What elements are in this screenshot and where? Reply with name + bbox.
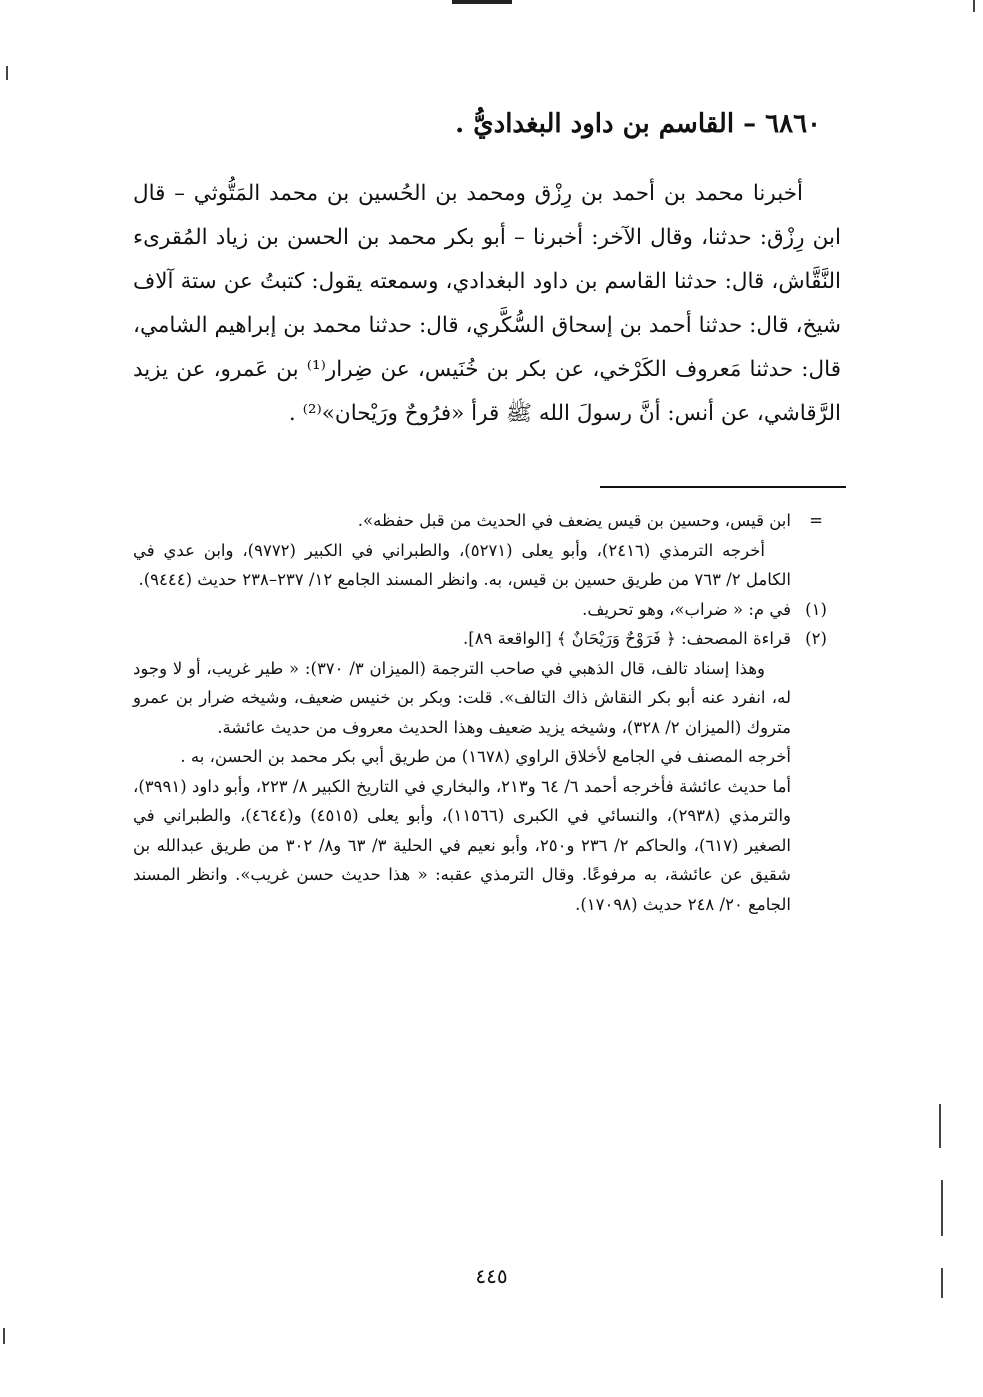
footnote-continuation	[133, 506, 841, 536]
footnote-2-paragraph	[133, 742, 841, 772]
footnote-1	[133, 595, 841, 625]
entry-title: ٦٨٦٠ – القاسم بن داود البغداديُّ .	[455, 109, 821, 139]
scan-edge-mark	[973, 0, 975, 12]
page-number: ٤٤٥	[475, 1264, 508, 1288]
footnote-text: ابن قيس، وحسين بن قيس يضعف في الحديث من قبل حفظه».	[357, 511, 791, 530]
continuation-mark: =	[809, 511, 823, 530]
footnote-text: في م: « ضراب»، وهو تحريف.	[582, 599, 791, 619]
footnote-text: قراءة المصحف: ﴿ فَرَوْحٌ وَرَيْحَانٌ ﴾ [الواقعة ٨٩].	[463, 629, 791, 648]
footnote-text: أما حديث عائشة فأخرجه أحمد ٦/ ٦٤ و٢١٣، والبخاري في التاريخ الكبير ٨/ ٢٢٣، وأبو داود (٣٩٩١)، والترمذي (٢٩٣٨)، والنسائي في الكبرى (١١٥٦٦)، وأبو يعلى (٤٥١٥) و(٤٦٤٤)، والطبراني في الصغير (٦١٧)، والحاكم ٢/ ٢٣٦ و٢٥٠، وأبو نعيم في الحلية ٣/ ٦٣ و٨/ ٣٠٢ من طريق عبدالله بن شقيق عن عائشة، به مرفوعًا. وقال الترمذي عقبه: « هذا حديث حسن غريب». وانظر المسند الجامع ٢٠/ ٢٤٨ حديث (١٧٠٩٨).	[133, 776, 792, 914]
scan-edge-mark	[6, 66, 8, 80]
hadith-text: أخبرنا محمد بن أحمد بن رِزْق ومحمد بن الحُسين بن محمد المَتُّوثي – قال ابن رِزْق: حدثنا، وقال الآخر: أخبرنا – أبو بكر محمد بن الحسن بن زياد المُقرىء النَّقَّاش، قال: حدثنا القاسم بن داود البغدادي، وسمعته يقول: كتبتُ عن ستة آلاف شيخ، قال: حدثنا أحمد بن إسحاق السُّكَّري، قال: حدثنا محمد بن إبراهيم الشامي، قال: حدثنا مَعروف الكَرْخي، عن بكر بن خُنَيس، عن ضِرار⁽¹⁾ بن عَمرو، عن يزيد الرَّقاشي، عن أنس: أنَّ رسولَ الله ﷺ قرأ «فرُوحٌ ورَيْحان»⁽²⁾ .	[133, 181, 841, 426]
scan-edge-mark	[939, 1104, 941, 1148]
footnote-text: أخرجه الترمذي (٢٤١٦)، وأبو يعلى (٥٢٧١)، والطبراني في الكبير (٩٧٧٢)، وابن عدي في الكامل ٢/ ٧٦٣ من طريق حسين بن قيس، به. وانظر المسند الجامع ١٢/ ٢٣٧–٢٣٨ حديث (٩٤٤٤).	[133, 540, 791, 589]
scan-edge-mark	[941, 1180, 943, 1236]
footnote-text: وهذا إسناد تالف، قال الذهبي في صاحب الترجمة (الميزان ٣/ ٣٧٠): « طير غريب، أو لا وجود له، انفرد عنه أبو بكر النقاش ذاك التالف». قلت: وبكر بن خنيس ضعيف، وشيخه ضرار بن عمرو متروك (الميزان ٢/ ٣٢٨)، وشيخه يزيد ضعيف وهذا الحديث معروف من حديث عائشة.	[133, 658, 791, 737]
footnote-takhrij	[133, 536, 841, 595]
scan-top-mark	[452, 0, 512, 4]
scan-edge-mark	[3, 1328, 5, 1344]
footnote-2-paragraph	[133, 772, 841, 920]
footnote-separator	[600, 486, 846, 488]
footnote-text: أخرجه المصنف في الجامع لأخلاق الراوي (١٦٧٨) من طريق أبي بكر محمد بن الحسن، به .	[180, 747, 791, 766]
footnote-number: (١)	[805, 599, 827, 619]
footnote-number: (٢)	[805, 629, 827, 648]
entry-body	[133, 172, 841, 436]
footnote-2-paragraph	[133, 654, 841, 743]
footnote-2	[133, 624, 841, 654]
footnotes	[133, 506, 841, 919]
